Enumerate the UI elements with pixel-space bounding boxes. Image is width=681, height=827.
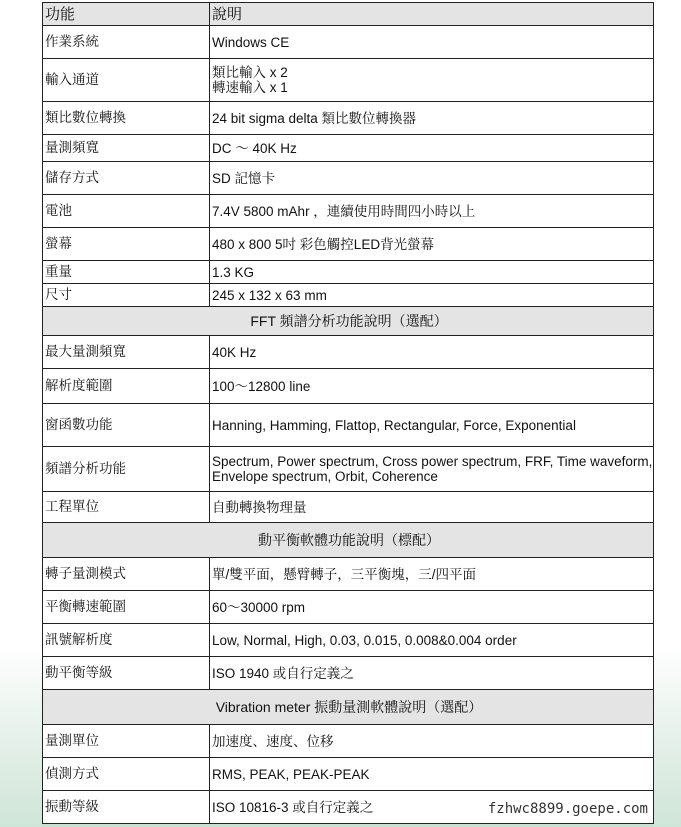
row-value: 加速度、速度、位移: [210, 725, 654, 758]
row-label: 類比數位轉換: [43, 102, 210, 135]
table-row: [43, 102, 654, 135]
section-title: Vibration meter 振動量測軟體說明（選配）: [43, 690, 654, 725]
header-feature: 功能: [43, 3, 210, 26]
section-header-row: [43, 690, 654, 725]
row-value: ISO 1940 或自行定義之: [210, 657, 654, 690]
table-row: [43, 59, 654, 102]
row-label: 量測單位: [43, 725, 210, 758]
row-value: 自動轉換物理量: [210, 492, 654, 523]
table-row: [43, 336, 654, 369]
row-label: 量測頻寬: [43, 135, 210, 162]
row-value: 60～30000 rpm: [210, 591, 654, 624]
row-label: 工程單位: [43, 492, 210, 523]
watermark-text: fzhwc8899.goepe.com: [485, 801, 651, 817]
row-value: 40K Hz: [210, 336, 654, 369]
table-row: [43, 591, 654, 624]
row-value: RMS, PEAK, PEAK-PEAK: [210, 758, 654, 791]
row-value: 1.3 KG: [210, 261, 654, 284]
row-value: 480 x 800 5吋 彩色觸控LED背光螢幕: [210, 228, 654, 261]
row-value: Hanning, Hamming, Flattop, Rectangular, Force, Exponential: [210, 404, 654, 447]
row-label: 最大量測頻寬: [43, 336, 210, 369]
row-value: Low, Normal, High, 0.03, 0.015, 0.008&0.004 order: [210, 624, 654, 657]
right-margin: [653, 0, 681, 827]
row-label: 轉子量測模式: [43, 558, 210, 591]
section-header-row: [43, 307, 654, 336]
left-margin: [0, 0, 42, 827]
table-row: [43, 195, 654, 228]
table-header-row: [43, 3, 654, 26]
section-header-row: [43, 523, 654, 558]
row-label: 偵測方式: [43, 758, 210, 791]
row-value: Spectrum, Power spectrum, Cross power spectrum, FRF, Time waveform, Envelope spectrum, Orbit, Coherence: [210, 447, 654, 492]
row-value: DC ～ 40K Hz: [210, 135, 654, 162]
row-value: ISO 10816-3 或自行定義之: [210, 791, 654, 824]
table-row: [43, 624, 654, 657]
row-value: 245 x 132 x 63 mm: [210, 284, 654, 307]
table-row: [43, 404, 654, 447]
row-label: 電池: [43, 195, 210, 228]
row-value: 24 bit sigma delta 類比數位轉換器: [210, 102, 654, 135]
row-label: 平衡轉速範圍: [43, 591, 210, 624]
row-value: 單/雙平面，懸臂轉子，三平衡塊，三/四平面: [210, 558, 654, 591]
row-label: 尺寸: [43, 284, 210, 307]
row-label: 動平衡等級: [43, 657, 210, 690]
header-description: 說明: [210, 3, 654, 26]
table-row: [43, 657, 654, 690]
spec-table-body: [43, 3, 654, 824]
section-title: 動平衡軟體功能說明（標配）: [43, 523, 654, 558]
row-label: 重量: [43, 261, 210, 284]
row-label: 輸入通道: [43, 59, 210, 102]
row-value: Windows CE: [210, 26, 654, 59]
table-row: [43, 758, 654, 791]
row-label: 訊號解析度: [43, 624, 210, 657]
row-value: 7.4V 5800 mAhr ，連續使用時間四小時以上: [210, 195, 654, 228]
row-label: 儲存方式: [43, 162, 210, 195]
table-row: [43, 558, 654, 591]
row-value: 100～12800 line: [210, 369, 654, 404]
row-label: 螢幕: [43, 228, 210, 261]
row-label: 解析度範圍: [43, 369, 210, 404]
table-row: [43, 725, 654, 758]
table-row: [43, 228, 654, 261]
table-row: [43, 284, 654, 307]
table-row: [43, 162, 654, 195]
row-label: 頻譜分析功能: [43, 447, 210, 492]
table-row: [43, 447, 654, 492]
table-row: [43, 369, 654, 404]
table-row: [43, 26, 654, 59]
table-row: [43, 261, 654, 284]
section-title: FFT 頻譜分析功能說明（選配）: [43, 307, 654, 336]
spec-table: [42, 2, 654, 824]
row-label: 作業系統: [43, 26, 210, 59]
row-value: 類比輸入 x 2 轉速輸入 x 1: [210, 59, 654, 102]
row-label: 振動等級: [43, 791, 210, 824]
row-value: SD 記憶卡: [210, 162, 654, 195]
table-row: [43, 135, 654, 162]
table-row: [43, 492, 654, 523]
row-label: 窗函數功能: [43, 404, 210, 447]
